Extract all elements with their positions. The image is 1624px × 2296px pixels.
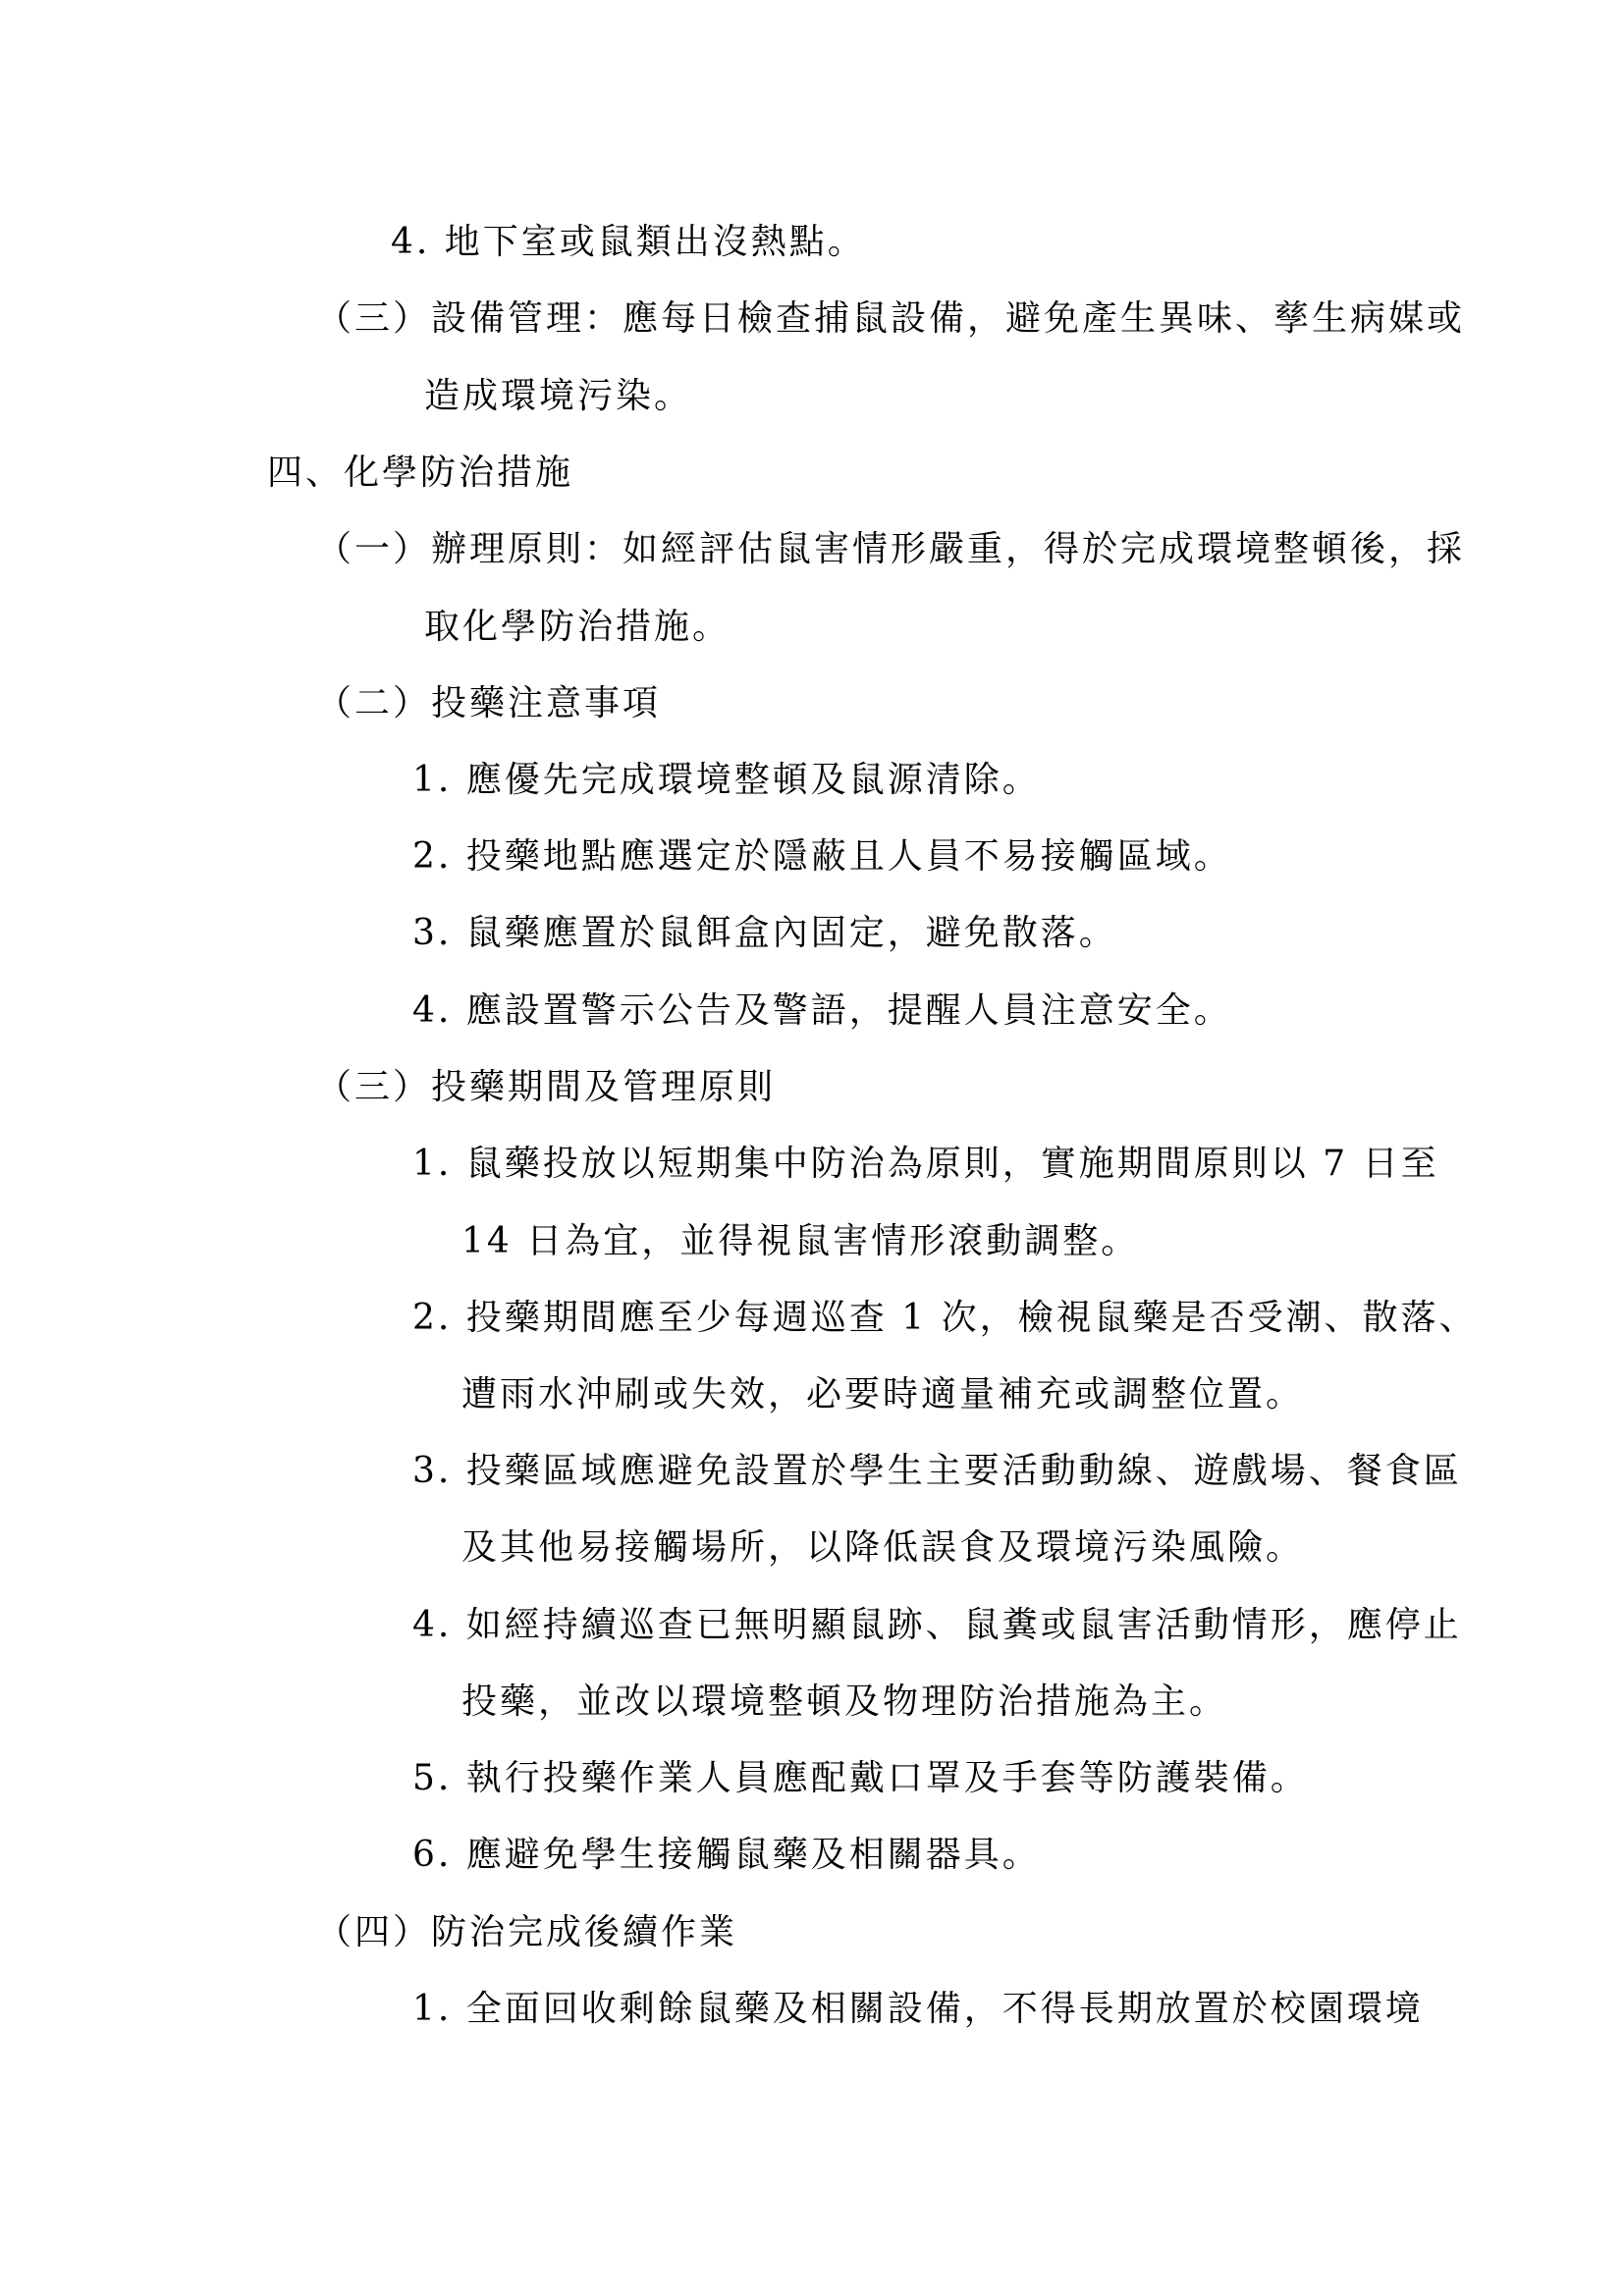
section-heading: 四、化學防治措施 (267, 453, 574, 493)
paragraph-line: 取化學防治措施。 (424, 607, 731, 647)
list-item: 3. 投藥區域應避免設置於學生主要活動動線、遊戲場、餐食區 (412, 1451, 1462, 1491)
list-item: 5. 執行投藥作業人員應配戴口罩及手套等防護裝備。 (412, 1758, 1309, 1798)
list-item: 3. 鼠藥應置於鼠餌盒內固定，避免散落。 (412, 913, 1117, 953)
paragraph-line: 及其他易接觸場所，以降低誤食及環境污染風險。 (461, 1527, 1305, 1568)
paragraph-line: 投藥，並改以環境整頓及物理防治措施為主。 (461, 1682, 1228, 1722)
subsection-heading: （一）辦理原則：如經評估鼠害情形嚴重，得於完成環境整頓後，採 (316, 529, 1466, 569)
subsection-heading: （三）設備管理：應每日檢查捕鼠設備，避免產生異味、孳生病媒或 (316, 298, 1466, 339)
paragraph-line: 造成環境污染。 (424, 376, 693, 416)
list-item: 1. 應優先完成環境整頓及鼠源清除。 (412, 760, 1041, 800)
subsection-heading: （四）防治完成後續作業 (316, 1912, 738, 1952)
list-item: 1. 鼠藥投放以短期集中防治為原則，實施期間原則以 7 日至 (412, 1144, 1439, 1184)
subsection-heading: （三）投藥期間及管理原則 (316, 1067, 777, 1107)
list-item: 4. 如經持續巡查已無明顯鼠跡、鼠糞或鼠害活動情形，應停止 (412, 1605, 1462, 1645)
list-item: 4. 地下室或鼠類出沒熱點。 (391, 222, 866, 262)
subsection-heading: （二）投藥注意事項 (316, 683, 662, 723)
paragraph-line: 14 日為宜，並得視鼠害情形滾動調整。 (461, 1221, 1140, 1261)
list-item: 6. 應避免學生接觸鼠藥及相關器具。 (412, 1835, 1041, 1875)
list-item: 4. 應設置警示公告及警語，提醒人員注意安全。 (412, 990, 1232, 1031)
list-item: 1. 全面回收剩餘鼠藥及相關設備，不得長期放置於校園環境 (412, 1989, 1424, 2029)
paragraph-line: 遭雨水沖刷或失效，必要時適量補充或調整位置。 (461, 1374, 1305, 1415)
list-item: 2. 投藥期間應至少每週巡查 1 次，檢視鼠藥是否受潮、散落、 (412, 1298, 1478, 1338)
list-item: 2. 投藥地點應選定於隱蔽且人員不易接觸區域。 (412, 836, 1232, 877)
